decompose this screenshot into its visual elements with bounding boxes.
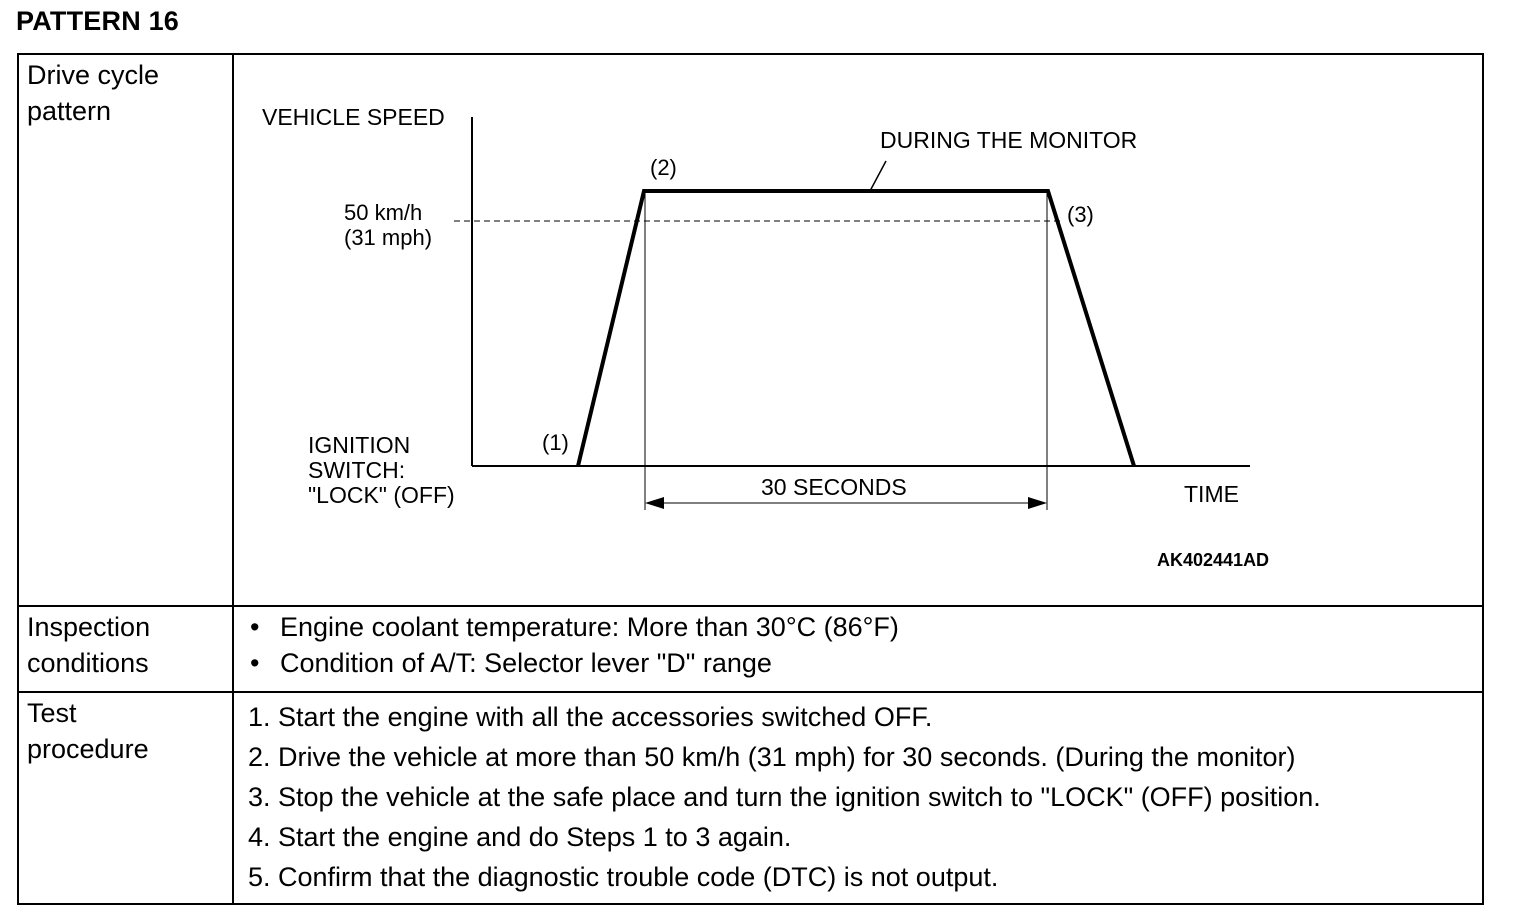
- drive-cycle-cell: [233, 54, 1483, 606]
- test-label: Test procedure: [27, 698, 149, 764]
- row-label-test: [18, 692, 233, 904]
- point-1-label: (1): [542, 430, 569, 455]
- speed-profile-line: [578, 191, 1134, 466]
- test-cell: [233, 692, 1483, 904]
- monitor-label: DURING THE MONITOR: [880, 127, 1138, 153]
- list-item: • Condition of A/T: Selector lever "D" range: [250, 645, 1482, 681]
- duration-label: 30 SECONDS: [761, 474, 907, 500]
- y-axis-label: VEHICLE SPEED: [262, 104, 445, 130]
- list-item: 4. Start the engine and do Steps 1 to 3 again.: [248, 822, 792, 852]
- list-item: 1. Start the engine with all the accessories switched OFF.: [248, 702, 933, 732]
- speed-mph-label: (31 mph): [344, 225, 433, 250]
- spec-table: [17, 53, 1484, 905]
- ignition-label-line2: SWITCH:: [308, 457, 406, 483]
- duration-arrow-right-head: [1028, 497, 1047, 509]
- drive-cycle-diagram: [234, 55, 1490, 603]
- monitor-leader-line: [870, 161, 886, 191]
- table-row-inspection: [18, 606, 1483, 692]
- page-title: PATTERN 16: [16, 6, 180, 36]
- list-item: • Engine coolant temperature: More than 30°C (86°F): [250, 609, 1482, 645]
- ignition-label-line1: IGNITION: [308, 432, 411, 458]
- table-row-test: [18, 692, 1483, 904]
- list-item: 2. Drive the vehicle at more than 50 km/h (31 mph) for 30 seconds. (During the monitor): [248, 742, 1296, 772]
- row-label-drive-cycle: [18, 54, 233, 606]
- duration-arrow-left-head: [645, 497, 664, 509]
- x-axis-label: TIME: [1184, 481, 1239, 507]
- point-2-label: (2): [650, 155, 677, 180]
- row-label-inspection: [18, 606, 233, 692]
- figure-code: AK402441AD: [1157, 550, 1270, 570]
- inspection-label: Inspection conditions: [27, 612, 151, 678]
- speed-kmh-label: 50 km/h: [344, 200, 423, 225]
- list-item: 3. Stop the vehicle at the safe place and turn the ignition switch to "LOCK" (OFF) position.: [248, 782, 1321, 812]
- list-item: 5. Confirm that the diagnostic trouble code (DTC) is not output.: [248, 862, 999, 892]
- inspection-cell: [233, 606, 1483, 692]
- drive-cycle-label: Drive cycle pattern: [27, 60, 160, 126]
- ignition-label-line3: "LOCK" (OFF): [308, 482, 455, 508]
- point-3-label: (3): [1067, 202, 1094, 227]
- test-procedure-list: [234, 693, 1482, 897]
- inspection-list: [234, 607, 1482, 681]
- table-row-drive-cycle: [18, 54, 1483, 606]
